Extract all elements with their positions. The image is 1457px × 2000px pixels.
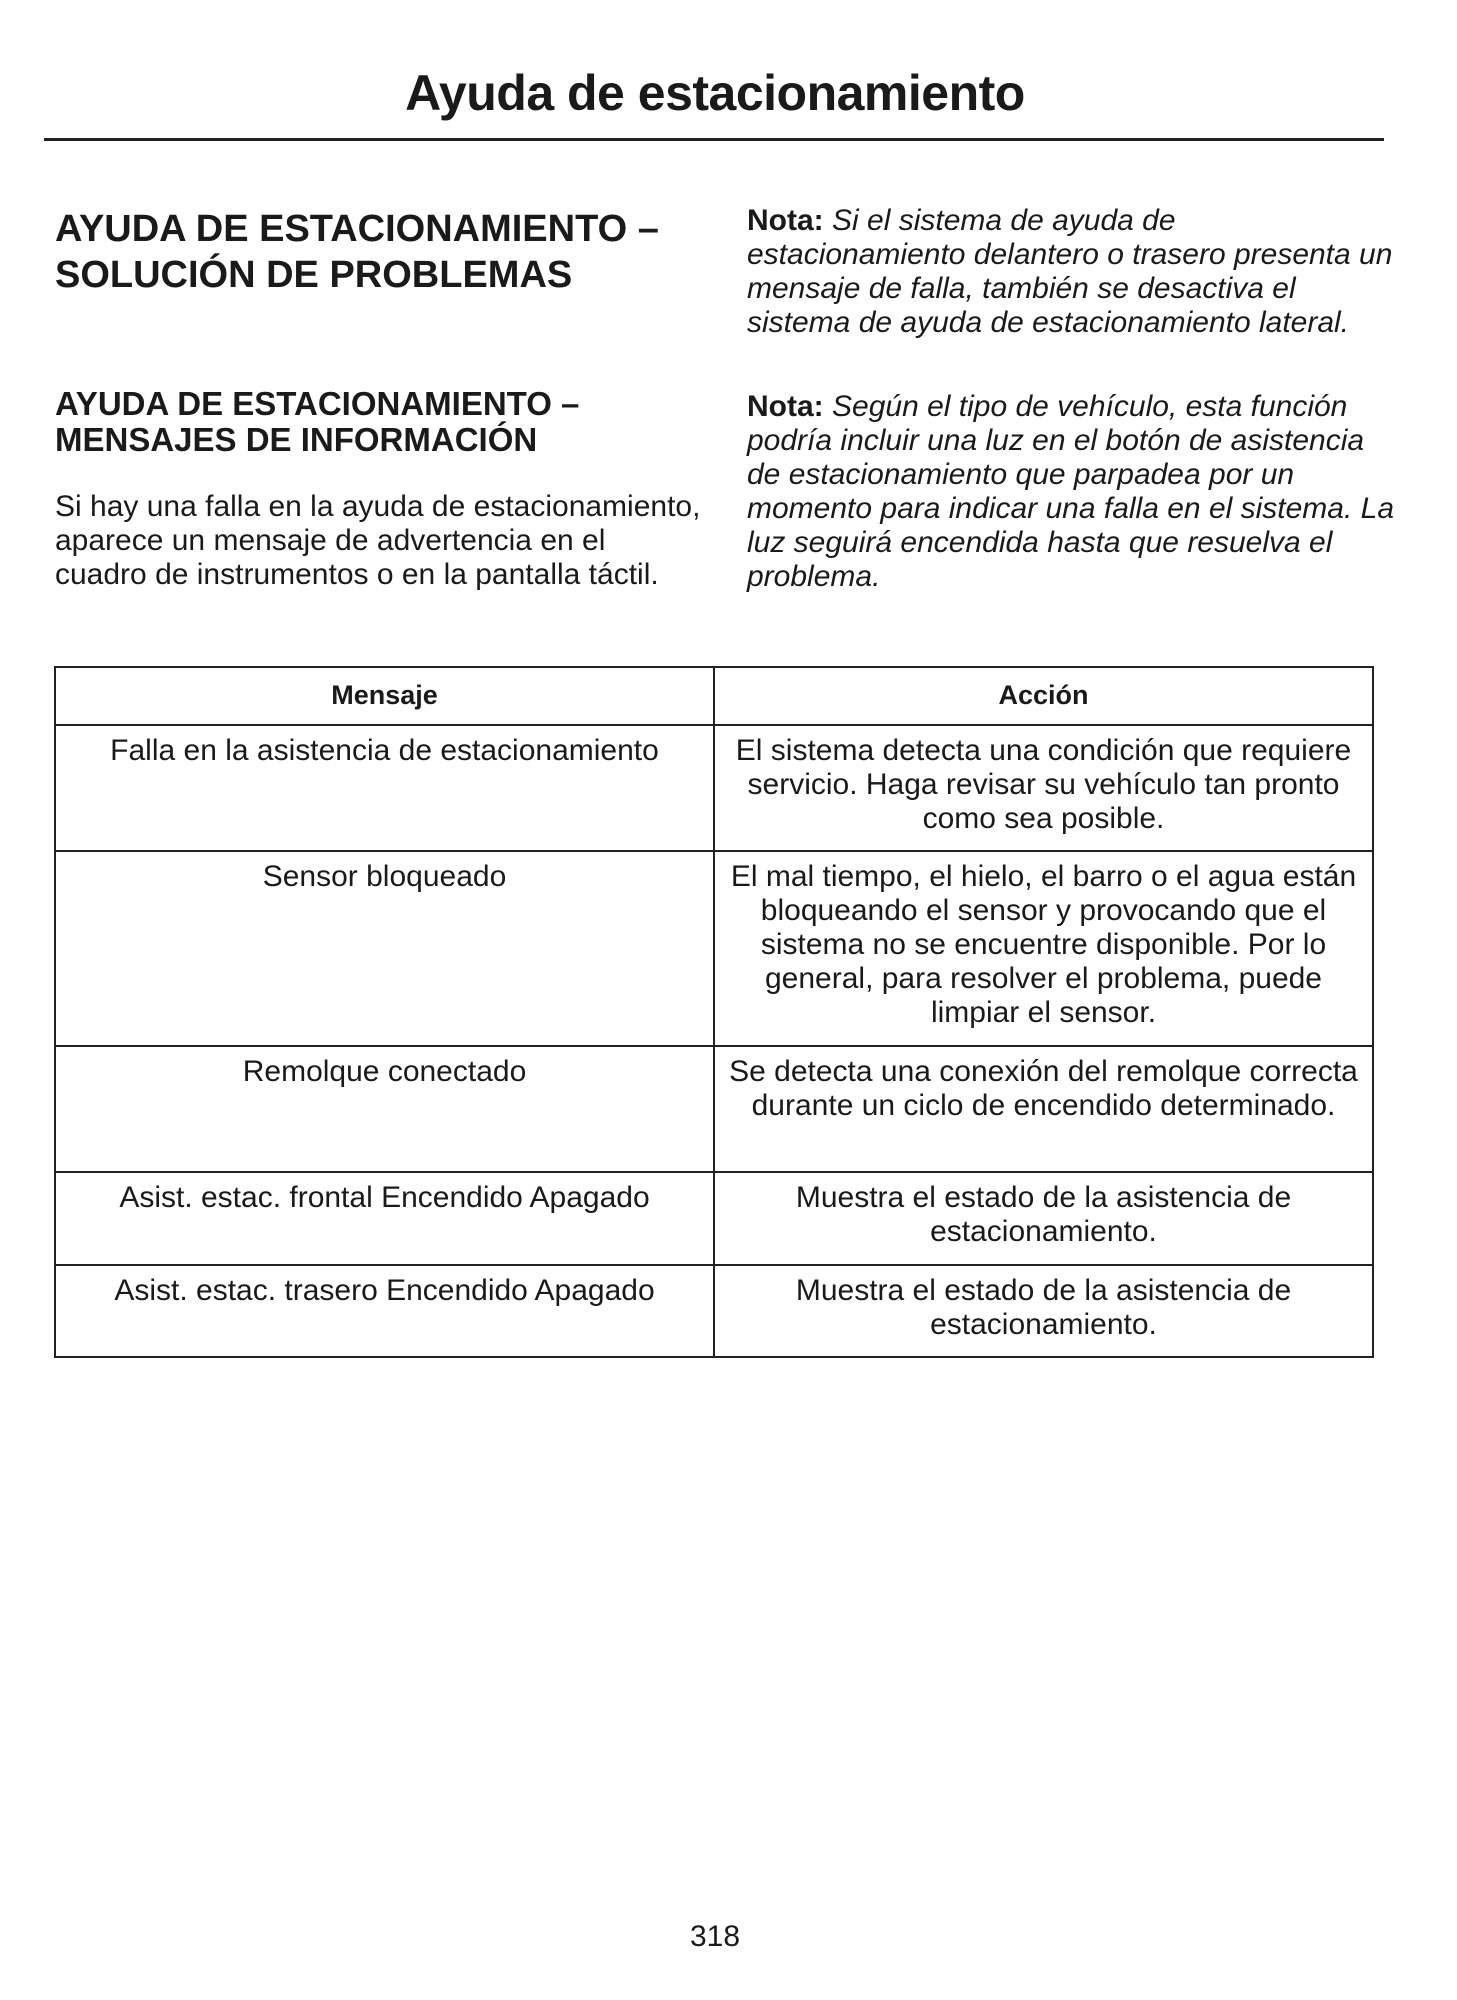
header-divider bbox=[44, 138, 1384, 141]
messages-table bbox=[54, 666, 1374, 1358]
body-paragraph: Si hay una falla en la ayuda de estacionamiento, aparece un mensaje de advertencia en el cuadro de instrumentos o en la pantalla táctil. bbox=[55, 490, 701, 591]
action-cell: Se detecta una conexión del remolque correcta durante un ciclo de encendido determinado. bbox=[714, 1046, 1373, 1172]
action-cell: El sistema detecta una condición que requiere servicio. Haga revisar su vehículo tan pronto como sea posible. bbox=[714, 725, 1373, 851]
note-2 bbox=[747, 390, 1397, 594]
action-cell: Muestra el estado de la asistencia de estacionamiento. bbox=[714, 1265, 1373, 1357]
message-cell: Remolque conectado bbox=[55, 1046, 714, 1172]
note-text: Según el tipo de vehículo, esta función podría incluir una luz en el botón de asistencia de estacionamiento que parpadea por un momento para indicar una falla en el sistema. La luz seguirá encendida hasta que resuelva el problema. bbox=[747, 390, 1395, 593]
column-header-accion: Acción bbox=[714, 667, 1373, 725]
message-cell: Asist. estac. trasero Encendido Apagado bbox=[55, 1265, 714, 1357]
column-header-mensaje: Mensaje bbox=[55, 667, 714, 725]
subsection-heading: AYUDA DE ESTACIONAMIENTO – MENSAJES DE INFORMACIÓN bbox=[55, 385, 580, 458]
table-row bbox=[55, 725, 1373, 851]
note-label: Nota: bbox=[747, 390, 824, 423]
note-label: Nota: bbox=[747, 204, 824, 237]
note-text: Si el sistema de ayuda de estacionamiento delantero o trasero presenta un mensaje de falla, también se desactiva el sistema de ayuda de estacionamiento lateral. bbox=[747, 204, 1393, 339]
table-row bbox=[55, 1265, 1373, 1357]
message-cell: Falla en la asistencia de estacionamiento bbox=[55, 725, 714, 851]
note-1 bbox=[747, 204, 1397, 340]
section-heading: AYUDA DE ESTACIONAMIENTO – SOLUCIÓN DE PROBLEMAS bbox=[55, 208, 659, 296]
table-row bbox=[55, 1046, 1373, 1172]
table-row bbox=[55, 1172, 1373, 1265]
page-title: Ayuda de estacionamiento bbox=[405, 65, 1025, 121]
message-cell: Sensor bloqueado bbox=[55, 851, 714, 1046]
action-cell: El mal tiempo, el hielo, el barro o el agua están bloqueando el sensor y provocando que el sistema no se encuentre disponible. Por lo general, para resolver el problema, puede limpiar el sensor. bbox=[714, 851, 1373, 1046]
message-cell: Asist. estac. frontal Encendido Apagado bbox=[55, 1172, 714, 1265]
action-cell: Muestra el estado de la asistencia de estacionamiento. bbox=[714, 1172, 1373, 1265]
page-number: 318 bbox=[689, 1920, 741, 1953]
table-header-row bbox=[55, 667, 1373, 725]
table-row bbox=[55, 851, 1373, 1046]
